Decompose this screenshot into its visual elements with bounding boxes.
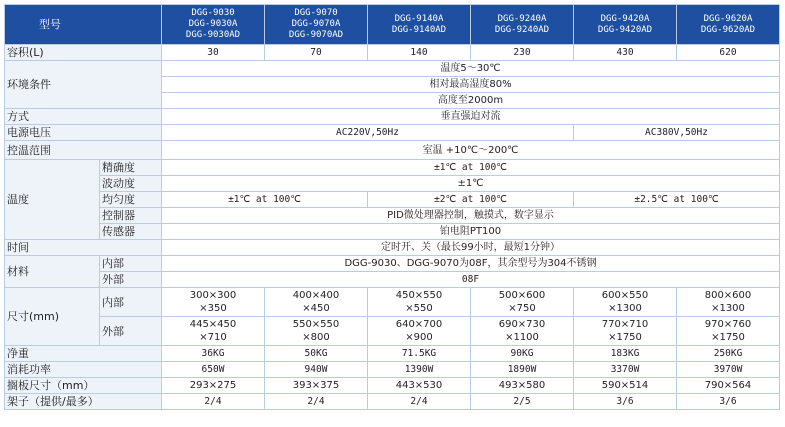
material-inner-row (5, 256, 780, 272)
row-label: 材料 (5, 256, 100, 288)
temp-fluctuation-row (5, 176, 780, 192)
value-cell: 90KG (471, 346, 574, 362)
value-cell: 430 (574, 45, 677, 61)
value-cell: 垂直强迫对流 (162, 109, 780, 125)
value-cell: 770×710 ×1750 (574, 317, 677, 346)
value-cell: ±1℃ at 100℃ (162, 192, 368, 208)
value-cell: 3/6 (574, 394, 677, 410)
model-cell: DGG-9030 DGG-9030A DGG-9030AD (162, 5, 265, 45)
rack-row (5, 394, 780, 410)
row-label: 温度 (5, 160, 100, 240)
value-cell: 3/6 (677, 394, 780, 410)
size-outer-row (5, 317, 780, 346)
value-cell: 620 (677, 45, 780, 61)
row-label: 尺寸(mm) (5, 288, 100, 346)
value-cell: 300×300 ×350 (162, 288, 265, 317)
value-cell: 3370W (574, 362, 677, 378)
value-cell: 36KG (162, 346, 265, 362)
material-outer-row (5, 272, 780, 288)
value-cell: ±2℃ at 100℃ (368, 192, 574, 208)
control-range-row (5, 141, 780, 160)
row-label: 电源电压 (5, 125, 162, 141)
value-cell: 790×564 (677, 378, 780, 394)
env-row (5, 61, 780, 77)
value-cell: 650W (162, 362, 265, 378)
sub-label: 外部 (100, 317, 162, 346)
size-inner-row (5, 288, 780, 317)
row-label: 时间 (5, 240, 162, 256)
value-cell: 183KG (574, 346, 677, 362)
row-label: 净重 (5, 346, 162, 362)
model-cell: DGG-9420A DGG-9420AD (574, 5, 677, 45)
sub-label: 控制器 (100, 208, 162, 224)
value-cell: 293×275 (162, 378, 265, 394)
spec-table (4, 4, 780, 410)
value-cell: 1390W (368, 362, 471, 378)
value-cell: DGG-9030、DGG-9070为08F，其余型号为304不锈钢 (162, 256, 780, 272)
value-cell: 08F (162, 272, 780, 288)
capacity-row (5, 45, 780, 61)
value-cell: 690×730 ×1100 (471, 317, 574, 346)
header-row (5, 5, 780, 45)
value-cell: 50KG (265, 346, 368, 362)
value-cell: 393×375 (265, 378, 368, 394)
value-cell: 室温 +10℃～200℃ (162, 141, 780, 160)
model-cell: DGG-9620A DGG-9620AD (677, 5, 780, 45)
value-cell: 相对最高湿度80% (162, 77, 780, 93)
sub-label: 内部 (100, 288, 162, 317)
net-weight-row (5, 346, 780, 362)
sub-label: 传感器 (100, 224, 162, 240)
value-cell: 250KG (677, 346, 780, 362)
sub-label: 均匀度 (100, 192, 162, 208)
value-cell: 定时开、关（最长99小时，最短1分钟） (162, 240, 780, 256)
shelf-size-row (5, 378, 780, 394)
model-cell: DGG-9140A DGG-9140AD (368, 5, 471, 45)
value-cell: 400×400 ×450 (265, 288, 368, 317)
method-row (5, 109, 780, 125)
value-cell: 230 (471, 45, 574, 61)
value-cell: 500×600 ×750 (471, 288, 574, 317)
value-cell: 2/4 (265, 394, 368, 410)
row-label: 容积(L) (5, 45, 162, 61)
time-row (5, 240, 780, 256)
temp-sensor-row (5, 224, 780, 240)
temp-uniformity-row (5, 192, 780, 208)
value-cell: 2/4 (368, 394, 471, 410)
row-label: 搁板尺寸（mm） (5, 378, 162, 394)
row-label: 方式 (5, 109, 162, 125)
value-cell: 590×514 (574, 378, 677, 394)
value-cell: 30 (162, 45, 265, 61)
sub-label: 精确度 (100, 160, 162, 176)
sub-label: 波动度 (100, 176, 162, 192)
row-label: 架子（提供/最多） (5, 394, 162, 410)
value-cell: AC380V,50Hz (574, 125, 780, 141)
value-cell: 970×760 ×1750 (677, 317, 780, 346)
value-cell: 493×580 (471, 378, 574, 394)
temp-accuracy-row (5, 160, 780, 176)
value-cell: 铂电阻PT100 (162, 224, 780, 240)
row-label: 消耗功率 (5, 362, 162, 378)
value-cell: 443×530 (368, 378, 471, 394)
value-cell: 2/5 (471, 394, 574, 410)
value-cell: 450×550 ×550 (368, 288, 471, 317)
value-cell: 445×450 ×710 (162, 317, 265, 346)
value-cell: 70 (265, 45, 368, 61)
value-cell: 800×600 ×1300 (677, 288, 780, 317)
row-label: 控温范围 (5, 141, 162, 160)
power-row (5, 125, 780, 141)
header-label: 型号 (5, 5, 162, 45)
value-cell: 640×700 ×900 (368, 317, 471, 346)
value-cell: 550×550 ×800 (265, 317, 368, 346)
value-cell: PID微处理器控制，触摸式，数字显示 (162, 208, 780, 224)
model-cell: DGG-9070 DGG-9070A DGG-9070AD (265, 5, 368, 45)
row-label: 环境条件 (5, 61, 162, 109)
value-cell: ±2.5℃ at 100℃ (574, 192, 780, 208)
value-cell: 140 (368, 45, 471, 61)
value-cell: ±1℃ at 100℃ (162, 160, 780, 176)
value-cell: ±1℃ (162, 176, 780, 192)
value-cell: 600×550 ×1300 (574, 288, 677, 317)
value-cell: 1890W (471, 362, 574, 378)
value-cell: AC220V,50Hz (162, 125, 574, 141)
sub-label: 内部 (100, 256, 162, 272)
value-cell: 3970W (677, 362, 780, 378)
value-cell: 2/4 (162, 394, 265, 410)
model-cell: DGG-9240A DGG-9240AD (471, 5, 574, 45)
value-cell: 高度至2000m (162, 93, 780, 109)
sub-label: 外部 (100, 272, 162, 288)
power-consumption-row (5, 362, 780, 378)
temp-controller-row (5, 208, 780, 224)
value-cell: 940W (265, 362, 368, 378)
value-cell: 71.5KG (368, 346, 471, 362)
value-cell: 温度5～30℃ (162, 61, 780, 77)
